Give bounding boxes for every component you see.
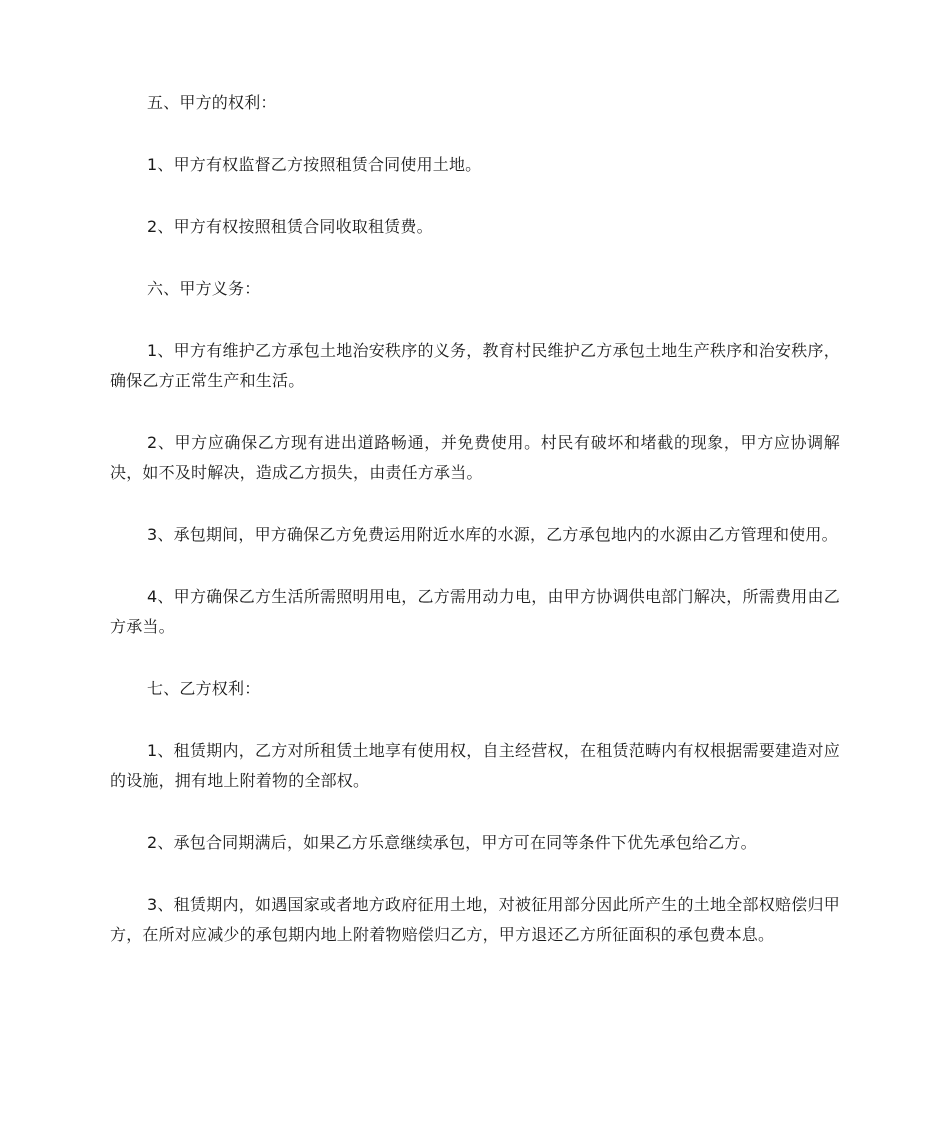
section-heading-5: 五、甲方的权利： bbox=[147, 93, 277, 112]
clause-7-2: 2、承包合同期满后，如果乙方乐意继续承包，甲方可在同等条件下优先承包给乙方。 bbox=[147, 833, 757, 852]
clause-7-1: 1、租赁期内，乙方对所租赁土地享有使用权，自主经营权，在租赁范畴内有权根据需要建造对应的设施，拥有地上附着物的全部权。 bbox=[110, 741, 840, 790]
document-body bbox=[110, 88, 840, 982]
clause-6-4: 4、甲方确保乙方生活所需照明用电，乙方需用动力电，由甲方协调供电部门解决，所需费用由乙方承当。 bbox=[110, 587, 840, 636]
clause-6-3: 3、承包期间，甲方确保乙方免费运用附近水库的水源，乙方承包地内的水源由乙方管理和使用。 bbox=[147, 525, 838, 544]
section-heading-7: 七、乙方权利： bbox=[147, 679, 261, 698]
section-heading-6: 六、甲方义务： bbox=[147, 279, 261, 298]
clause-6-1: 1、甲方有维护乙方承包土地治安秩序的义务，教育村民维护乙方承包土地生产秩序和治安秩序，确保乙方正常生产和生活。 bbox=[110, 341, 840, 390]
clause-5-2: 2、甲方有权按照租赁合同收取租赁费。 bbox=[147, 217, 433, 236]
clause-5-1: 1、甲方有权监督乙方按照租赁合同使用土地。 bbox=[147, 155, 482, 174]
clause-7-3: 3、租赁期内，如遇国家或者地方政府征用土地，对被征用部分因此所产生的土地全部权赔偿归甲方，在所对应减少的承包期内地上附着物赔偿归乙方，甲方退还乙方所征面积的承包费本息。 bbox=[110, 895, 840, 944]
clause-6-2: 2、甲方应确保乙方现有进出道路畅通，并免费使用。村民有破坏和堵截的现象，甲方应协调解决，如不及时解决，造成乙方损失，由责任方承当。 bbox=[110, 433, 840, 482]
